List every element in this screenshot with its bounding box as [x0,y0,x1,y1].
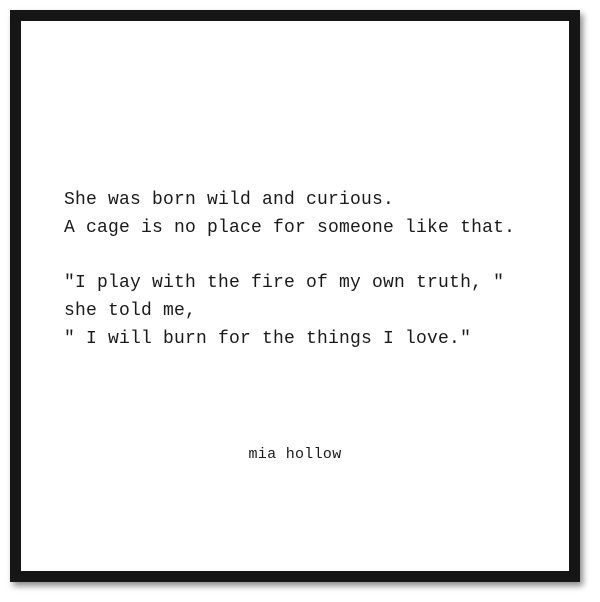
poem-line: She was born wild and curious. [64,190,395,210]
poem-line: "I play with the fire of my own truth, " [64,273,505,293]
poem-line: A cage is no place for someone like that. [64,218,516,238]
author-signature: mia hollow [248,446,342,463]
poem-line: she told me, [64,301,197,321]
poem-line: " I will burn for the things I love." [64,329,472,349]
picture-frame [10,10,580,582]
poem-text [64,186,554,353]
stanza-break [64,242,554,269]
quote-card [21,21,569,571]
